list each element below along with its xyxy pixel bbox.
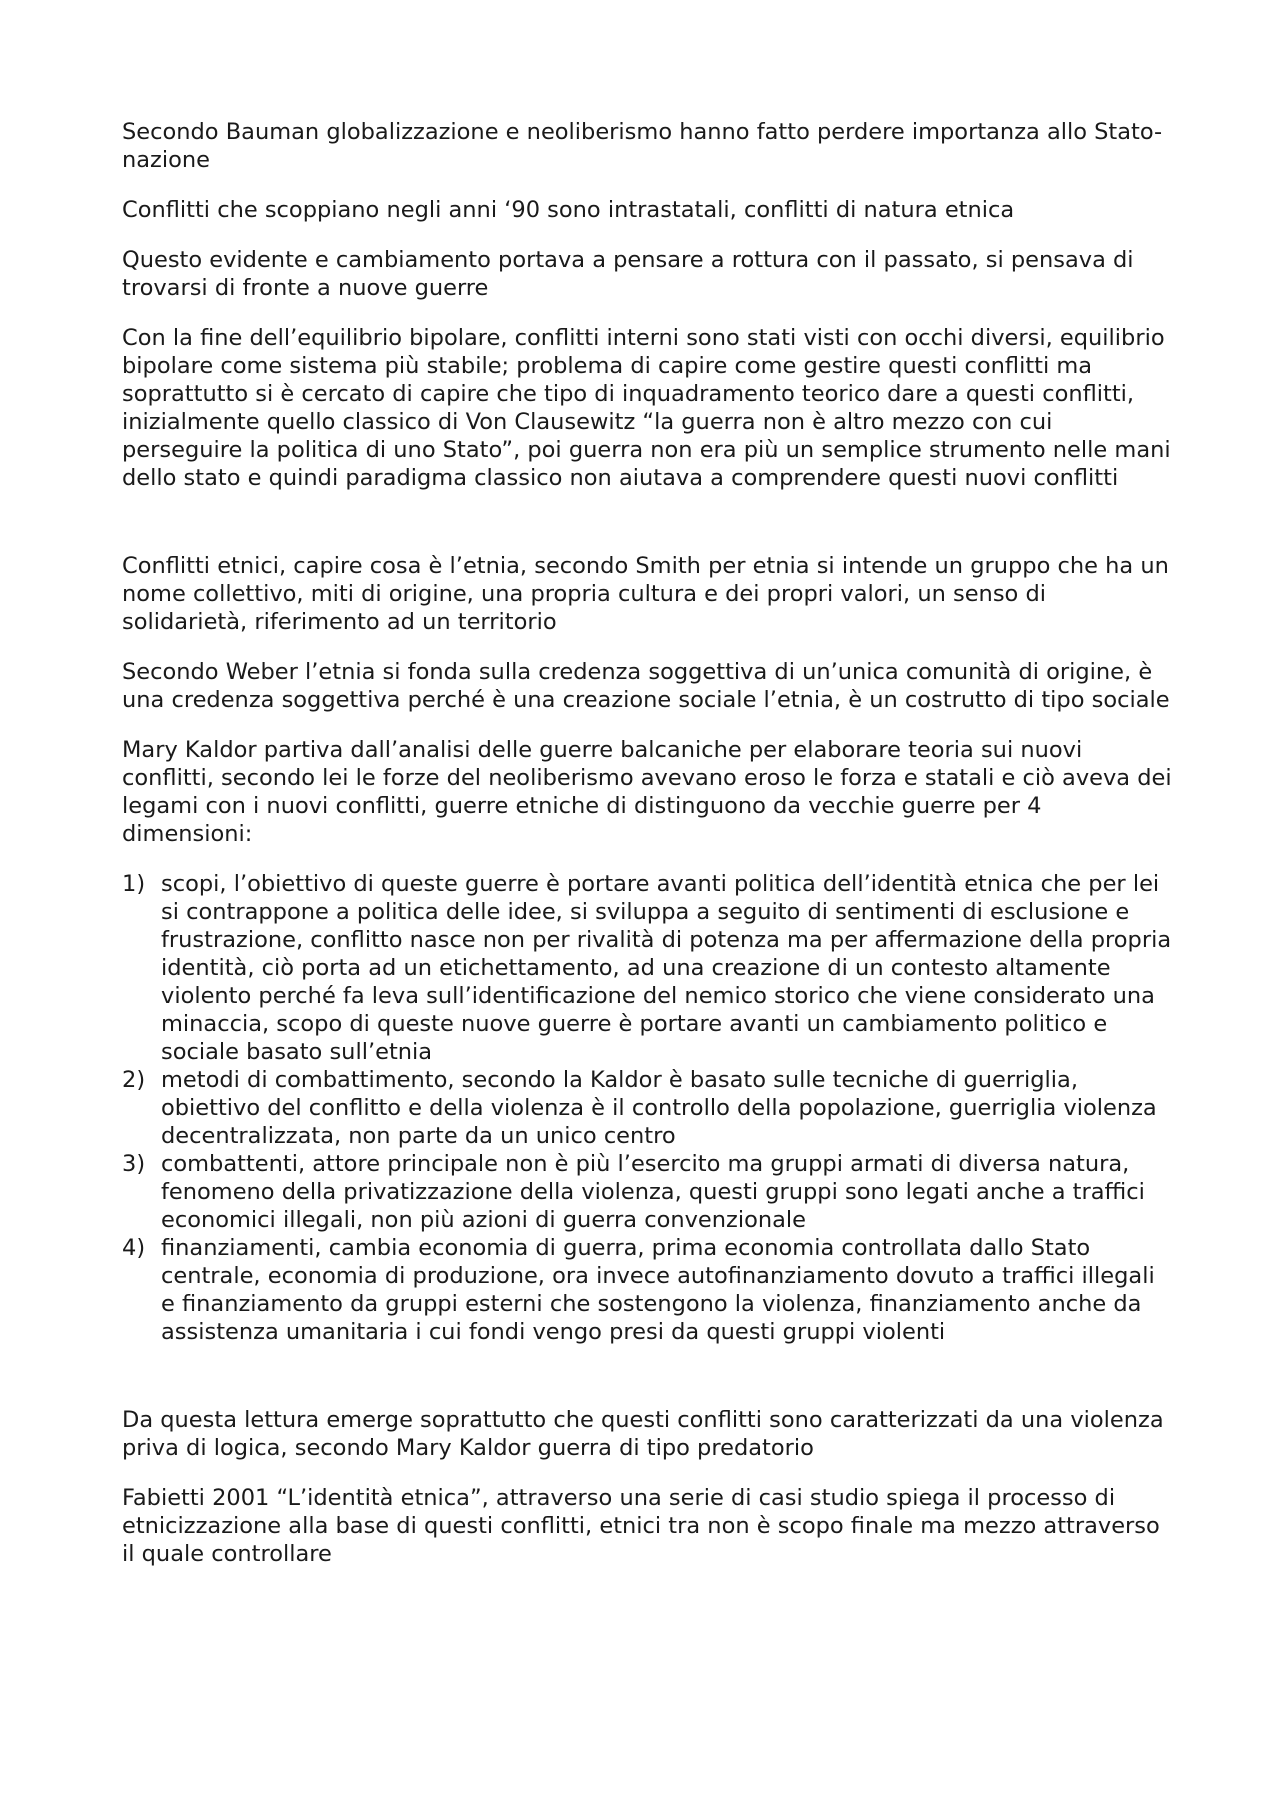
list-item-text: finanziamenti, cambia economia di guerra, prima economia controllata dallo Stato centrale, economia di produzione, ora invece autofinanziamento dovuto a traffici illegali e finanziamento da gruppi esterni che sostengono la violenza, finanziamento anche da assistenza umanitaria i cui fondi vengo presi da questi gruppi violenti <box>161 1235 1155 1345</box>
paragraph-violenza-priva-logica: Da questa lettura emerge soprattutto che questi conflitti sono caratterizzati da una violenza priva di logica, secondo Mary Kaldor guerra di tipo predatorio <box>122 1407 1164 1461</box>
list-number: 4) <box>122 1235 146 1261</box>
paragraph-bauman: Secondo Bauman globalizzazione e neoliberismo hanno fatto perdere importanza allo Stato-nazione <box>122 119 1163 173</box>
paragraph-mary-kaldor: Mary Kaldor partiva dall’analisi delle guerre balcaniche per elaborare teoria sui nuovi conflitti, secondo lei le forze del neoliberismo avevano eroso le forza e statali e ciò aveva dei legami con i nuovi conflitti, guerre etniche di distinguono da vecchie guerre per 4 dimensioni: <box>122 737 1172 847</box>
paragraph-fabietti: Fabietti 2001 “L’identità etnica”, attraverso una serie di casi studio spiega il processo di etnicizzazione alla base di questi conflitti, etnici tra non è scopo finale ma mezzo attraverso il quale controllare <box>122 1485 1160 1567</box>
paragraph-equilibrio-bipolare: Con la fine dell’equilibrio bipolare, conflitti interni sono stati visti con occhi diversi, equilibrio bipolare come sistema più stabile; problema di capire come gestire questi conflitti ma soprattutto si è cercato di capire che tipo di inquadramento teorico dare a questi conflitti, inizialmente quello classico di Von Clausewitz “la guerra non è altro mezzo con cui perseguire la politica di uno Stato”, poi guerra non era più un semplice strumento nelle mani dello stato e quindi paradigma classico non aiutava a comprendere questi nuovi conflitti <box>122 325 1171 491</box>
list-item-text: combattenti, attore principale non è più l’esercito ma gruppi armati di diversa natura, fenomeno della privatizzazione della violenza, questi gruppi sono legati anche a traffici economici illegali, non più azioni di guerra convenzionale <box>161 1151 1145 1233</box>
list-item-text: metodi di combattimento, secondo la Kaldor è basato sulle tecniche di guerriglia, obiettivo del conflitto e della violenza è il controllo della popolazione, guerriglia violenza decentralizzata, non parte da un unico centro <box>161 1067 1157 1149</box>
list-item-text: scopi, l’obiettivo di queste guerre è portare avanti politica dell’identità etnica che per lei si contrappone a politica delle idee, si sviluppa a seguito di sentimenti di esclusione e frustrazione, conflitto nasce non per rivalità di potenza ma per affermazione della propria identità, ciò porta ad un etichettamento, ad una creazione di un contesto altamente violento perché fa leva sull’identificazione del nemico storico che viene considerato una minaccia, scopo di queste nuove guerre è portare avanti un cambiamento politico e sociale basato sull’etnia <box>161 871 1172 1065</box>
list-number: 3) <box>122 1151 146 1177</box>
list-number: 1) <box>122 871 146 897</box>
paragraph-weber-etnia: Secondo Weber l’etnia si fonda sulla credenza soggettiva di un’unica comunità di origine, è una credenza soggettiva perché è una creazione sociale l’etnia, è un costrutto di tipo sociale <box>122 659 1170 713</box>
list-number: 2) <box>122 1067 146 1093</box>
list-item-metodi <box>122 1066 1172 1150</box>
document-page <box>122 118 1172 1590</box>
paragraph-rottura-passato: Questo evidente e cambiamento portava a pensare a rottura con il passato, si pensava di trovarsi di fronte a nuove guerre <box>122 247 1134 301</box>
list-item-scopi <box>122 870 1172 1066</box>
paragraph-conflitti-anni-90: Conflitti che scoppiano negli anni ‘90 sono intrastatali, conflitti di natura etnica <box>122 197 1015 223</box>
numbered-list-dimensions <box>122 870 1172 1346</box>
paragraph-smith-etnia: Conflitti etnici, capire cosa è l’etnia, secondo Smith per etnia si intende un gruppo che ha un nome collettivo, miti di origine, una propria cultura e dei propri valori, un senso di solidarietà, riferimento ad un territorio <box>122 553 1169 635</box>
list-item-finanziamenti <box>122 1234 1172 1346</box>
list-item-combattenti <box>122 1150 1172 1234</box>
